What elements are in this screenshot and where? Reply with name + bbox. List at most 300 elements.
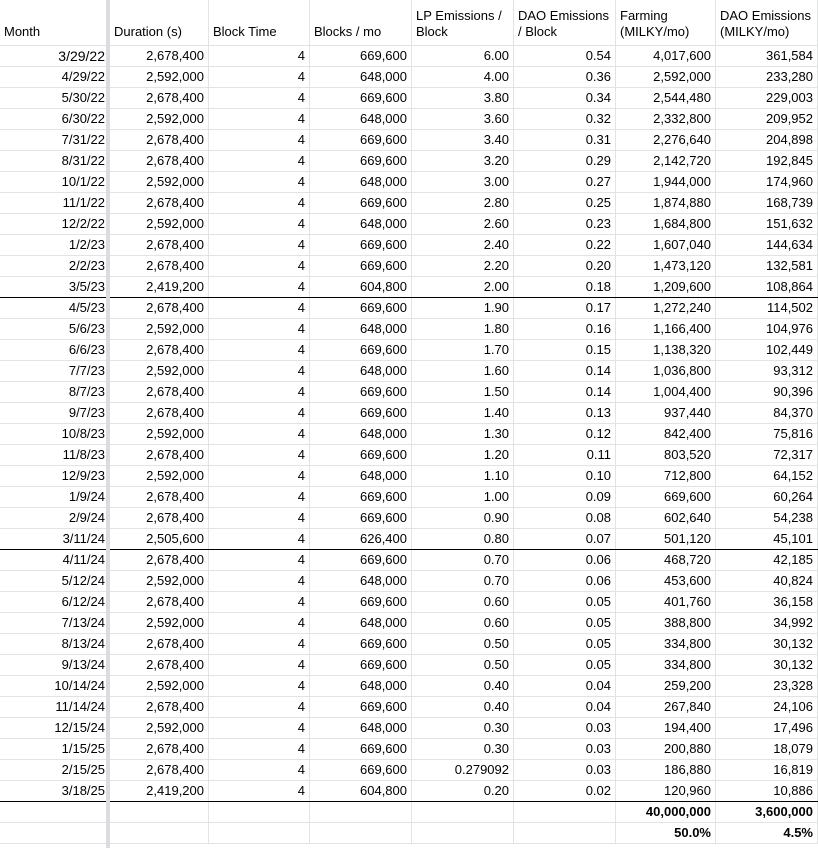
- table-cell[interactable]: 233,280: [716, 67, 818, 88]
- table-cell[interactable]: 4: [209, 46, 310, 67]
- table-cell[interactable]: 4: [209, 550, 310, 571]
- table-cell[interactable]: 72,317: [716, 445, 818, 466]
- table-cell[interactable]: 0.23: [514, 214, 616, 235]
- table-cell[interactable]: 388,800: [616, 613, 716, 634]
- table-cell[interactable]: 4: [209, 319, 310, 340]
- table-cell[interactable]: 108,864: [716, 277, 818, 298]
- table-cell[interactable]: 334,800: [616, 634, 716, 655]
- table-cell[interactable]: 1,004,400: [616, 382, 716, 403]
- row-header-cell[interactable]: 4/5/23: [0, 298, 110, 319]
- table-cell[interactable]: 842,400: [616, 424, 716, 445]
- row-header-cell[interactable]: 7/31/22: [0, 130, 110, 151]
- table-cell[interactable]: 648,000: [310, 319, 412, 340]
- table-cell[interactable]: 2,678,400: [110, 760, 209, 781]
- table-cell[interactable]: 712,800: [616, 466, 716, 487]
- table-cell[interactable]: 18,079: [716, 739, 818, 760]
- header-cell[interactable]: LP Emissions / Block: [412, 0, 514, 46]
- table-cell[interactable]: 2,678,400: [110, 88, 209, 109]
- table-cell[interactable]: 669,600: [310, 403, 412, 424]
- table-cell[interactable]: 0.03: [514, 739, 616, 760]
- table-cell[interactable]: 4,017,600: [616, 46, 716, 67]
- row-header-cell[interactable]: 11/14/24: [0, 697, 110, 718]
- table-cell[interactable]: 200,880: [616, 739, 716, 760]
- table-cell[interactable]: 669,600: [310, 46, 412, 67]
- empty-cell[interactable]: [0, 802, 110, 823]
- table-cell[interactable]: 2,592,000: [110, 67, 209, 88]
- row-header-cell[interactable]: 3/18/25: [0, 781, 110, 802]
- table-cell[interactable]: 4: [209, 298, 310, 319]
- table-cell[interactable]: 54,238: [716, 508, 818, 529]
- table-cell[interactable]: 93,312: [716, 361, 818, 382]
- empty-cell[interactable]: [412, 802, 514, 823]
- table-cell[interactable]: 4: [209, 487, 310, 508]
- table-cell[interactable]: 0.40: [412, 697, 514, 718]
- table-cell[interactable]: 937,440: [616, 403, 716, 424]
- table-cell[interactable]: 0.29: [514, 151, 616, 172]
- table-cell[interactable]: 4: [209, 130, 310, 151]
- header-cell[interactable]: DAO Emissions / Block: [514, 0, 616, 46]
- table-cell[interactable]: 4: [209, 676, 310, 697]
- table-cell[interactable]: 1,473,120: [616, 256, 716, 277]
- table-cell[interactable]: 2,592,000: [110, 172, 209, 193]
- row-header-cell[interactable]: 6/6/23: [0, 340, 110, 361]
- table-cell[interactable]: 4: [209, 634, 310, 655]
- table-cell[interactable]: 186,880: [616, 760, 716, 781]
- percent-dao-cell[interactable]: 4.5%: [716, 823, 818, 844]
- table-cell[interactable]: 1.90: [412, 298, 514, 319]
- table-cell[interactable]: 4: [209, 529, 310, 550]
- header-cell[interactable]: DAO Emissions (MILKY/mo): [716, 0, 818, 46]
- table-cell[interactable]: 2,592,000: [616, 67, 716, 88]
- table-cell[interactable]: 0.05: [514, 613, 616, 634]
- row-header-cell[interactable]: 6/30/22: [0, 109, 110, 130]
- table-cell[interactable]: 0.03: [514, 760, 616, 781]
- table-cell[interactable]: 2,678,400: [110, 340, 209, 361]
- table-cell[interactable]: 0.05: [514, 634, 616, 655]
- table-cell[interactable]: 0.05: [514, 655, 616, 676]
- table-cell[interactable]: 2,592,000: [110, 319, 209, 340]
- table-cell[interactable]: 669,600: [310, 634, 412, 655]
- table-cell[interactable]: 0.14: [514, 382, 616, 403]
- table-cell[interactable]: 102,449: [716, 340, 818, 361]
- table-cell[interactable]: 0.12: [514, 424, 616, 445]
- table-cell[interactable]: 45,101: [716, 529, 818, 550]
- table-cell[interactable]: 0.279092: [412, 760, 514, 781]
- table-cell[interactable]: 10,886: [716, 781, 818, 802]
- table-cell[interactable]: 3.80: [412, 88, 514, 109]
- table-cell[interactable]: 648,000: [310, 466, 412, 487]
- table-cell[interactable]: 0.70: [412, 550, 514, 571]
- table-cell[interactable]: 0.30: [412, 718, 514, 739]
- table-cell[interactable]: 604,800: [310, 781, 412, 802]
- table-cell[interactable]: 2.00: [412, 277, 514, 298]
- table-cell[interactable]: 4.00: [412, 67, 514, 88]
- table-cell[interactable]: 4: [209, 235, 310, 256]
- table-cell[interactable]: 0.25: [514, 193, 616, 214]
- empty-cell[interactable]: [514, 802, 616, 823]
- table-cell[interactable]: 0.18: [514, 277, 616, 298]
- table-cell[interactable]: 2,678,400: [110, 151, 209, 172]
- table-cell[interactable]: 2,678,400: [110, 46, 209, 67]
- table-cell[interactable]: 0.54: [514, 46, 616, 67]
- table-cell[interactable]: 468,720: [616, 550, 716, 571]
- table-cell[interactable]: 23,328: [716, 676, 818, 697]
- empty-cell[interactable]: [110, 802, 209, 823]
- table-cell[interactable]: 0.80: [412, 529, 514, 550]
- table-cell[interactable]: 648,000: [310, 67, 412, 88]
- table-cell[interactable]: 30,132: [716, 634, 818, 655]
- table-cell[interactable]: 4: [209, 781, 310, 802]
- row-header-cell[interactable]: 1/9/24: [0, 487, 110, 508]
- table-cell[interactable]: 24,106: [716, 697, 818, 718]
- table-cell[interactable]: 0.15: [514, 340, 616, 361]
- table-cell[interactable]: 4: [209, 340, 310, 361]
- table-cell[interactable]: 0.70: [412, 571, 514, 592]
- table-cell[interactable]: 267,840: [616, 697, 716, 718]
- table-cell[interactable]: 36,158: [716, 592, 818, 613]
- table-cell[interactable]: 1,036,800: [616, 361, 716, 382]
- row-header-cell[interactable]: 2/15/25: [0, 760, 110, 781]
- table-cell[interactable]: 4: [209, 151, 310, 172]
- table-cell[interactable]: 1,272,240: [616, 298, 716, 319]
- table-cell[interactable]: 2,678,400: [110, 403, 209, 424]
- table-cell[interactable]: 1.60: [412, 361, 514, 382]
- row-header-cell[interactable]: 9/7/23: [0, 403, 110, 424]
- row-header-cell[interactable]: 1/2/23: [0, 235, 110, 256]
- table-cell[interactable]: 2,592,000: [110, 571, 209, 592]
- total-farming-cell[interactable]: 40,000,000: [616, 802, 716, 823]
- table-cell[interactable]: 2,678,400: [110, 130, 209, 151]
- table-cell[interactable]: 1.80: [412, 319, 514, 340]
- table-cell[interactable]: 2,592,000: [110, 109, 209, 130]
- header-cell[interactable]: Block Time: [209, 0, 310, 46]
- table-cell[interactable]: 90,396: [716, 382, 818, 403]
- table-cell[interactable]: 669,600: [310, 760, 412, 781]
- table-cell[interactable]: 0.07: [514, 529, 616, 550]
- table-cell[interactable]: 669,600: [310, 508, 412, 529]
- empty-cell[interactable]: [412, 823, 514, 844]
- table-cell[interactable]: 602,640: [616, 508, 716, 529]
- table-cell[interactable]: 194,400: [616, 718, 716, 739]
- table-cell[interactable]: 1,874,880: [616, 193, 716, 214]
- table-cell[interactable]: 1,209,600: [616, 277, 716, 298]
- table-cell[interactable]: 626,400: [310, 529, 412, 550]
- row-header-cell[interactable]: 5/12/24: [0, 571, 110, 592]
- table-cell[interactable]: 2,678,400: [110, 445, 209, 466]
- row-header-cell[interactable]: 10/14/24: [0, 676, 110, 697]
- frozen-column-divider[interactable]: [106, 0, 110, 848]
- table-cell[interactable]: 104,976: [716, 319, 818, 340]
- empty-cell[interactable]: [310, 802, 412, 823]
- table-cell[interactable]: 0.31: [514, 130, 616, 151]
- table-cell[interactable]: 4: [209, 382, 310, 403]
- table-cell[interactable]: 2.40: [412, 235, 514, 256]
- table-cell[interactable]: 669,600: [310, 739, 412, 760]
- row-header-cell[interactable]: 10/8/23: [0, 424, 110, 445]
- table-cell[interactable]: 0.06: [514, 571, 616, 592]
- table-cell[interactable]: 0.16: [514, 319, 616, 340]
- table-cell[interactable]: 4: [209, 592, 310, 613]
- table-cell[interactable]: 192,845: [716, 151, 818, 172]
- row-header-cell[interactable]: 8/31/22: [0, 151, 110, 172]
- table-cell[interactable]: 4: [209, 193, 310, 214]
- table-cell[interactable]: 1.30: [412, 424, 514, 445]
- table-cell[interactable]: 0.09: [514, 487, 616, 508]
- table-cell[interactable]: 0.20: [514, 256, 616, 277]
- table-cell[interactable]: 648,000: [310, 361, 412, 382]
- table-cell[interactable]: 0.02: [514, 781, 616, 802]
- total-dao-cell[interactable]: 3,600,000: [716, 802, 818, 823]
- empty-cell[interactable]: [514, 823, 616, 844]
- table-cell[interactable]: 3.60: [412, 109, 514, 130]
- row-header-cell[interactable]: 4/29/22: [0, 67, 110, 88]
- empty-cell[interactable]: [0, 823, 110, 844]
- table-cell[interactable]: 16,819: [716, 760, 818, 781]
- table-cell[interactable]: 174,960: [716, 172, 818, 193]
- table-cell[interactable]: 4: [209, 214, 310, 235]
- table-cell[interactable]: 6.00: [412, 46, 514, 67]
- table-cell[interactable]: 4: [209, 67, 310, 88]
- table-cell[interactable]: 64,152: [716, 466, 818, 487]
- table-cell[interactable]: 1.20: [412, 445, 514, 466]
- table-cell[interactable]: 2,505,600: [110, 529, 209, 550]
- table-cell[interactable]: 0.03: [514, 718, 616, 739]
- table-cell[interactable]: 168,739: [716, 193, 818, 214]
- row-header-cell[interactable]: 2/2/23: [0, 256, 110, 277]
- table-cell[interactable]: 120,960: [616, 781, 716, 802]
- empty-cell[interactable]: [110, 823, 209, 844]
- table-cell[interactable]: 0.08: [514, 508, 616, 529]
- table-cell[interactable]: 669,600: [310, 697, 412, 718]
- table-cell[interactable]: 669,600: [310, 445, 412, 466]
- table-cell[interactable]: 0.30: [412, 739, 514, 760]
- table-cell[interactable]: 0.50: [412, 634, 514, 655]
- table-cell[interactable]: 1,138,320: [616, 340, 716, 361]
- table-cell[interactable]: 669,600: [310, 130, 412, 151]
- table-cell[interactable]: 0.10: [514, 466, 616, 487]
- table-cell[interactable]: 648,000: [310, 676, 412, 697]
- table-cell[interactable]: 1.10: [412, 466, 514, 487]
- table-cell[interactable]: 3.20: [412, 151, 514, 172]
- table-cell[interactable]: 0.34: [514, 88, 616, 109]
- table-cell[interactable]: 604,800: [310, 277, 412, 298]
- table-cell[interactable]: 60,264: [716, 487, 818, 508]
- row-header-cell[interactable]: 3/29/22: [0, 46, 110, 67]
- row-header-cell[interactable]: 4/11/24: [0, 550, 110, 571]
- table-cell[interactable]: 4: [209, 88, 310, 109]
- table-cell[interactable]: 334,800: [616, 655, 716, 676]
- table-cell[interactable]: 1,607,040: [616, 235, 716, 256]
- row-header-cell[interactable]: 12/9/23: [0, 466, 110, 487]
- table-cell[interactable]: 0.32: [514, 109, 616, 130]
- table-cell[interactable]: 0.27: [514, 172, 616, 193]
- table-cell[interactable]: 75,816: [716, 424, 818, 445]
- table-cell[interactable]: 4: [209, 424, 310, 445]
- table-cell[interactable]: 144,634: [716, 235, 818, 256]
- table-cell[interactable]: 2.80: [412, 193, 514, 214]
- table-cell[interactable]: 4: [209, 739, 310, 760]
- table-cell[interactable]: 0.06: [514, 550, 616, 571]
- table-cell[interactable]: 2.60: [412, 214, 514, 235]
- table-cell[interactable]: 648,000: [310, 571, 412, 592]
- table-cell[interactable]: 401,760: [616, 592, 716, 613]
- table-cell[interactable]: 42,185: [716, 550, 818, 571]
- row-header-cell[interactable]: 7/13/24: [0, 613, 110, 634]
- table-cell[interactable]: 453,600: [616, 571, 716, 592]
- table-cell[interactable]: 204,898: [716, 130, 818, 151]
- table-cell[interactable]: 3.40: [412, 130, 514, 151]
- table-cell[interactable]: 0.36: [514, 67, 616, 88]
- table-cell[interactable]: 0.04: [514, 676, 616, 697]
- table-cell[interactable]: 4: [209, 466, 310, 487]
- table-cell[interactable]: 648,000: [310, 613, 412, 634]
- table-cell[interactable]: 30,132: [716, 655, 818, 676]
- table-cell[interactable]: 2,419,200: [110, 781, 209, 802]
- table-cell[interactable]: 669,600: [310, 298, 412, 319]
- table-cell[interactable]: 4: [209, 172, 310, 193]
- table-cell[interactable]: 2,678,400: [110, 298, 209, 319]
- row-header-cell[interactable]: 1/15/25: [0, 739, 110, 760]
- header-cell[interactable]: Farming (MILKY/mo): [616, 0, 716, 46]
- table-cell[interactable]: 2,678,400: [110, 235, 209, 256]
- table-cell[interactable]: 34,992: [716, 613, 818, 634]
- row-header-cell[interactable]: 12/2/22: [0, 214, 110, 235]
- table-cell[interactable]: 648,000: [310, 172, 412, 193]
- table-cell[interactable]: 1.70: [412, 340, 514, 361]
- table-cell[interactable]: 114,502: [716, 298, 818, 319]
- table-cell[interactable]: 0.50: [412, 655, 514, 676]
- empty-cell[interactable]: [209, 823, 310, 844]
- table-cell[interactable]: 2.20: [412, 256, 514, 277]
- table-cell[interactable]: 4: [209, 403, 310, 424]
- table-cell[interactable]: 0.05: [514, 592, 616, 613]
- table-cell[interactable]: 2,678,400: [110, 655, 209, 676]
- table-cell[interactable]: 669,600: [310, 193, 412, 214]
- row-header-cell[interactable]: 3/5/23: [0, 277, 110, 298]
- table-cell[interactable]: 669,600: [310, 550, 412, 571]
- table-cell[interactable]: 669,600: [310, 655, 412, 676]
- table-cell[interactable]: 669,600: [310, 340, 412, 361]
- empty-cell[interactable]: [310, 823, 412, 844]
- table-cell[interactable]: 669,600: [310, 256, 412, 277]
- percent-farming-cell[interactable]: 50.0%: [616, 823, 716, 844]
- table-cell[interactable]: 0.60: [412, 592, 514, 613]
- row-header-cell[interactable]: 6/12/24: [0, 592, 110, 613]
- table-cell[interactable]: 4: [209, 613, 310, 634]
- table-cell[interactable]: 2,592,000: [110, 361, 209, 382]
- table-cell[interactable]: 361,584: [716, 46, 818, 67]
- row-header-cell[interactable]: 2/9/24: [0, 508, 110, 529]
- table-cell[interactable]: 4: [209, 760, 310, 781]
- table-cell[interactable]: 2,332,800: [616, 109, 716, 130]
- table-cell[interactable]: 1.40: [412, 403, 514, 424]
- table-cell[interactable]: 84,370: [716, 403, 818, 424]
- table-cell[interactable]: 0.13: [514, 403, 616, 424]
- table-cell[interactable]: 2,678,400: [110, 382, 209, 403]
- row-header-cell[interactable]: 8/13/24: [0, 634, 110, 655]
- table-cell[interactable]: 1.50: [412, 382, 514, 403]
- header-cell[interactable]: Month: [0, 0, 110, 46]
- table-cell[interactable]: 4: [209, 508, 310, 529]
- table-cell[interactable]: 2,276,640: [616, 130, 716, 151]
- table-cell[interactable]: 2,592,000: [110, 718, 209, 739]
- table-cell[interactable]: 0.40: [412, 676, 514, 697]
- table-cell[interactable]: 501,120: [616, 529, 716, 550]
- table-cell[interactable]: 4: [209, 697, 310, 718]
- header-cell[interactable]: Blocks / mo: [310, 0, 412, 46]
- row-header-cell[interactable]: 10/1/22: [0, 172, 110, 193]
- table-cell[interactable]: 2,678,400: [110, 550, 209, 571]
- table-cell[interactable]: 1,684,800: [616, 214, 716, 235]
- table-cell[interactable]: 669,600: [310, 88, 412, 109]
- table-cell[interactable]: 40,824: [716, 571, 818, 592]
- table-cell[interactable]: 2,678,400: [110, 256, 209, 277]
- table-cell[interactable]: 2,678,400: [110, 697, 209, 718]
- table-cell[interactable]: 0.20: [412, 781, 514, 802]
- table-cell[interactable]: 803,520: [616, 445, 716, 466]
- table-cell[interactable]: 151,632: [716, 214, 818, 235]
- table-cell[interactable]: 2,678,400: [110, 487, 209, 508]
- table-cell[interactable]: 1,166,400: [616, 319, 716, 340]
- table-cell[interactable]: 2,678,400: [110, 739, 209, 760]
- table-cell[interactable]: 0.04: [514, 697, 616, 718]
- table-cell[interactable]: 0.22: [514, 235, 616, 256]
- table-cell[interactable]: 648,000: [310, 214, 412, 235]
- row-header-cell[interactable]: 8/7/23: [0, 382, 110, 403]
- row-header-cell[interactable]: 7/7/23: [0, 361, 110, 382]
- table-cell[interactable]: 648,000: [310, 109, 412, 130]
- table-cell[interactable]: 648,000: [310, 424, 412, 445]
- table-cell[interactable]: 132,581: [716, 256, 818, 277]
- table-cell[interactable]: 2,678,400: [110, 634, 209, 655]
- row-header-cell[interactable]: 5/30/22: [0, 88, 110, 109]
- table-cell[interactable]: 2,592,000: [110, 676, 209, 697]
- row-header-cell[interactable]: 11/8/23: [0, 445, 110, 466]
- table-cell[interactable]: 2,678,400: [110, 193, 209, 214]
- table-cell[interactable]: 4: [209, 277, 310, 298]
- table-cell[interactable]: 4: [209, 571, 310, 592]
- header-cell[interactable]: Duration (s): [110, 0, 209, 46]
- table-cell[interactable]: 2,142,720: [616, 151, 716, 172]
- table-cell[interactable]: 669,600: [616, 487, 716, 508]
- table-cell[interactable]: 0.11: [514, 445, 616, 466]
- table-cell[interactable]: 0.14: [514, 361, 616, 382]
- table-cell[interactable]: 4: [209, 718, 310, 739]
- table-cell[interactable]: 4: [209, 109, 310, 130]
- row-header-cell[interactable]: 3/11/24: [0, 529, 110, 550]
- table-cell[interactable]: 2,419,200: [110, 277, 209, 298]
- table-cell[interactable]: 4: [209, 361, 310, 382]
- table-cell[interactable]: 2,544,480: [616, 88, 716, 109]
- table-cell[interactable]: 669,600: [310, 151, 412, 172]
- table-cell[interactable]: 669,600: [310, 235, 412, 256]
- row-header-cell[interactable]: 12/15/24: [0, 718, 110, 739]
- table-cell[interactable]: 669,600: [310, 382, 412, 403]
- table-cell[interactable]: 4: [209, 445, 310, 466]
- table-cell[interactable]: 229,003: [716, 88, 818, 109]
- table-cell[interactable]: 1,944,000: [616, 172, 716, 193]
- table-cell[interactable]: 0.17: [514, 298, 616, 319]
- table-cell[interactable]: 259,200: [616, 676, 716, 697]
- table-cell[interactable]: 2,678,400: [110, 592, 209, 613]
- table-cell[interactable]: 2,678,400: [110, 508, 209, 529]
- table-cell[interactable]: 2,592,000: [110, 613, 209, 634]
- table-cell[interactable]: 209,952: [716, 109, 818, 130]
- table-cell[interactable]: 648,000: [310, 718, 412, 739]
- table-cell[interactable]: 17,496: [716, 718, 818, 739]
- table-cell[interactable]: 0.60: [412, 613, 514, 634]
- table-cell[interactable]: 669,600: [310, 592, 412, 613]
